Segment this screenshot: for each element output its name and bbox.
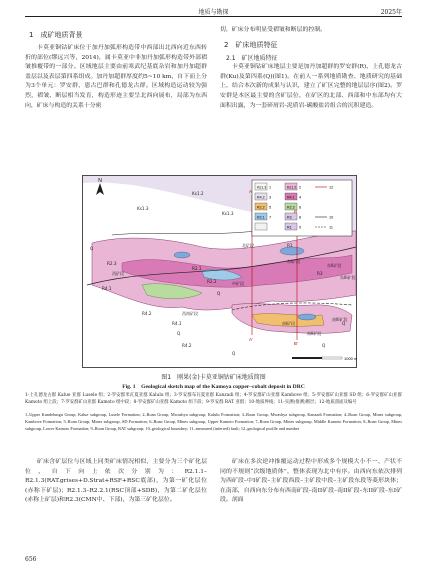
legend-number: 2 bbox=[299, 185, 302, 190]
ore-horizon-paragraph: 矿床含矿层位与区域上同类矿床情况相似，主要分为三个矿化层位，自下向上依次分别为：R2.1.1–R2.1.3(RAT.grises+D.Strat+RSF+RSC底部)，为第一矿化层位(赤称下矿层)；R2.1.3–R2.2.1(RSC顶部+SDB)，为第二矿化层位(赤称上矿层)和R2.3(CMN中、下部)，为第三矿化层位。 bbox=[25, 459, 207, 504]
journal-name: 地质与勘探 bbox=[198, 9, 229, 16]
legend-number: 11 bbox=[329, 225, 333, 230]
legend-code: Ks1.3 bbox=[257, 185, 267, 190]
geological-map-figure bbox=[82, 175, 357, 368]
bottom-right-paragraph bbox=[220, 458, 402, 506]
map-label: 东I矿段 bbox=[287, 259, 301, 264]
map-label: Ks1.2 bbox=[192, 191, 204, 196]
map-label: R1 bbox=[287, 243, 293, 248]
map-label: R2.3 bbox=[107, 261, 117, 266]
map-label: R3 bbox=[317, 271, 323, 276]
scale-label: 1000 m bbox=[344, 356, 357, 361]
map-legend bbox=[252, 180, 352, 236]
map-label: R2.2 bbox=[207, 279, 217, 284]
legend-number: 5 bbox=[269, 205, 272, 210]
geological-map bbox=[82, 175, 357, 368]
left-column bbox=[25, 26, 207, 111]
profile-letter: A bbox=[249, 189, 253, 194]
map-label: Ks1.3 bbox=[222, 211, 234, 216]
legend-code: R2.1 bbox=[257, 215, 265, 220]
legend-code: R4.2 bbox=[257, 195, 265, 200]
section-1-paragraph: 卡莫亚铜钴矿床位于加丹加弧形构造带中西部出北西向近东西转折的部位(缪远兴等，2014)，属卡莫亚中非加丹加弧形构造带外部褶皱推覆带的一部分。区域地层主要由前寒武纪基底杂岩和加丹加超群盖层以及表层第四系组成。加丹加超群厚度约5~10 km，自下而上分为3个单元：罗安群、恩古巴群和孔德龙古群。区域构造运动较为强烈，褶皱、断层相当发育，构造形迹主要呈北西向展布，局部为东西向，矿床与构造的关系十分密 bbox=[25, 45, 207, 109]
bottom-left-paragraph bbox=[25, 458, 207, 506]
legend-code: R4.1 bbox=[287, 195, 295, 200]
ore-block-paragraph: 矿床在多次逆冲推覆运动过程中形成多个规模大小不一、产状不同的不规则“次级地质体”，整体表现为北中有序。由西向东依次排列为西矿段–中I矿段–主矿段西段–主矿段中段–主矿段东段等菱形块体；在南部，自西向东分布有西南矿段–南II矿段–南II矿段–东II矿段–东I矿段。剖面 bbox=[220, 459, 402, 504]
legend-number: 1 bbox=[269, 185, 272, 190]
map-label: 西矿段 bbox=[112, 271, 124, 276]
map-label: Q bbox=[342, 321, 346, 326]
legend-code: R1 bbox=[287, 225, 292, 230]
map-label: R4.2 bbox=[182, 343, 192, 348]
section-heading-2: 2 矿床地质特征 bbox=[224, 40, 278, 49]
profile-letter: B' bbox=[294, 341, 298, 346]
map-label: Q bbox=[217, 291, 221, 296]
legend-number: 3 bbox=[269, 195, 272, 200]
map-label: R2.1 bbox=[192, 266, 202, 271]
figure-caption-zh: 图1 刚果(金)卡莫亚铜钴矿床地质简图 bbox=[161, 374, 266, 381]
map-label: 东III矿段 bbox=[340, 275, 356, 280]
map-label: 南III矿段 bbox=[332, 317, 348, 322]
figure-caption-en: Fig. 1 Geological sketch map of the Kamoya copper–cobalt deposit in DRC bbox=[122, 384, 305, 390]
map-label: R4.2 bbox=[142, 311, 152, 316]
figure-legend-zh: 1-上孔德龙古群 Kalue 亚群 Lusele 组；2-罗安群米瓦夏亚群 Kalulu 组；3-罗安群布瓦夏亚群 Kanzadi 组；4-罗安群矿山亚群 Kambove 组；5-罗安群矿山亚群 SD 组；6-罗安群矿山亚群 Kamoto 组上段；7-罗安群矿山亚群 Kamoto 组中段；8-罗安群矿山亚群 Kamoto 组下段；9-罗安群 RAT 亚群；10-地质界线；11-实测(推测)断层；12-地质剖面及编号 bbox=[25, 393, 402, 405]
map-label: R4.1 bbox=[102, 286, 112, 291]
map-label: Ks1.3 bbox=[137, 206, 149, 211]
legend-number: 12 bbox=[329, 185, 334, 190]
figure-legend-en: 1–Upper Kundelungu Group, Kalue subgroup, Lusele Formation; 2–Roan Group, Mwashya subgroup, Kalulu Formation; 3–Roan Group, Mwashya subgroup, Kanzadi Formation; 4–Roan Group, Mines subgroup, Kambove Formation; 5–Roan Group, Mines subgroup, SD Formation; 6–Roan Group, Mines subgroup, Upper Kamoto Formation; 7–Roan Group, Mines subgroup, Middle Kamoto Formation; 8–Roan Group, Mines subgroup, Lower Kamoto Formation; 9–Roan Group, RAT subgroup; 10–geological boundary; 11–measured (inferred) fault; 12–geological profile and number bbox=[25, 412, 402, 431]
map-label: 东II矿段 bbox=[327, 263, 342, 268]
map-label: Q bbox=[90, 246, 94, 251]
page-number: 656 bbox=[25, 556, 37, 563]
journal-year: 2025年 bbox=[380, 9, 402, 16]
profile-letter: A' bbox=[249, 337, 253, 342]
legend-code: R2.2 bbox=[257, 205, 265, 210]
legend-code: R3 bbox=[287, 215, 292, 220]
map-label: Q bbox=[177, 331, 181, 336]
map-label: Q bbox=[322, 343, 326, 348]
legend-code: Ks1.2 bbox=[287, 185, 297, 190]
orebody-east bbox=[280, 247, 304, 255]
map-label: 中矿段 bbox=[232, 281, 244, 286]
map-label: Q bbox=[232, 351, 236, 356]
continued-paragraph: 切，矿床分布明显受褶皱和断层的控制。 bbox=[220, 27, 327, 33]
legend-number: 4 bbox=[299, 195, 302, 200]
profile-letter: B bbox=[294, 209, 298, 214]
section-2-1-paragraph: 卡莫亚铜钴矿床地层主要是加丹加超群的罗安群(R)、上孔德龙古群(Ku)及第四系(Q)(图1)。在前人一系列地质勘查、地质研究的基础上，结合本次新的成果与认识，建立了矿区完整的地层层序(图2)。罗安群是本区最主要的含矿层位，在矿区的北部、西部和中东部均有大面积出露，为一套碎屑岩-泥质岩-碳酸盐岩组合的沉积建造。 bbox=[220, 64, 402, 109]
subsection-heading-2-1: 2.1 矿区地质特征 bbox=[226, 54, 278, 62]
legend-number: 10 bbox=[329, 215, 334, 220]
map-label: 南I矿段 bbox=[282, 321, 296, 326]
header-rule bbox=[25, 16, 402, 17]
scale-bar-black bbox=[292, 357, 322, 359]
map-label: 南II矿段 bbox=[307, 331, 322, 336]
legend-number: 6 bbox=[299, 205, 302, 210]
legend-swatch-blank bbox=[255, 223, 267, 230]
legend-code: R2.3 bbox=[287, 205, 295, 210]
legend-number: 7 bbox=[269, 215, 272, 220]
orebody-south bbox=[298, 314, 316, 320]
map-label: R4.1 bbox=[172, 321, 182, 326]
legend-number: 9 bbox=[299, 225, 302, 230]
north-label: N bbox=[98, 178, 102, 184]
right-column bbox=[220, 26, 402, 111]
orebody-west bbox=[174, 252, 190, 258]
legend-number: 8 bbox=[299, 215, 302, 220]
section-heading-1: 1 成矿地质背景 bbox=[29, 31, 83, 39]
map-label: 北矿段 bbox=[242, 243, 254, 248]
map-label: 西南矿段 bbox=[182, 311, 198, 316]
scale-bar-white bbox=[322, 357, 342, 359]
